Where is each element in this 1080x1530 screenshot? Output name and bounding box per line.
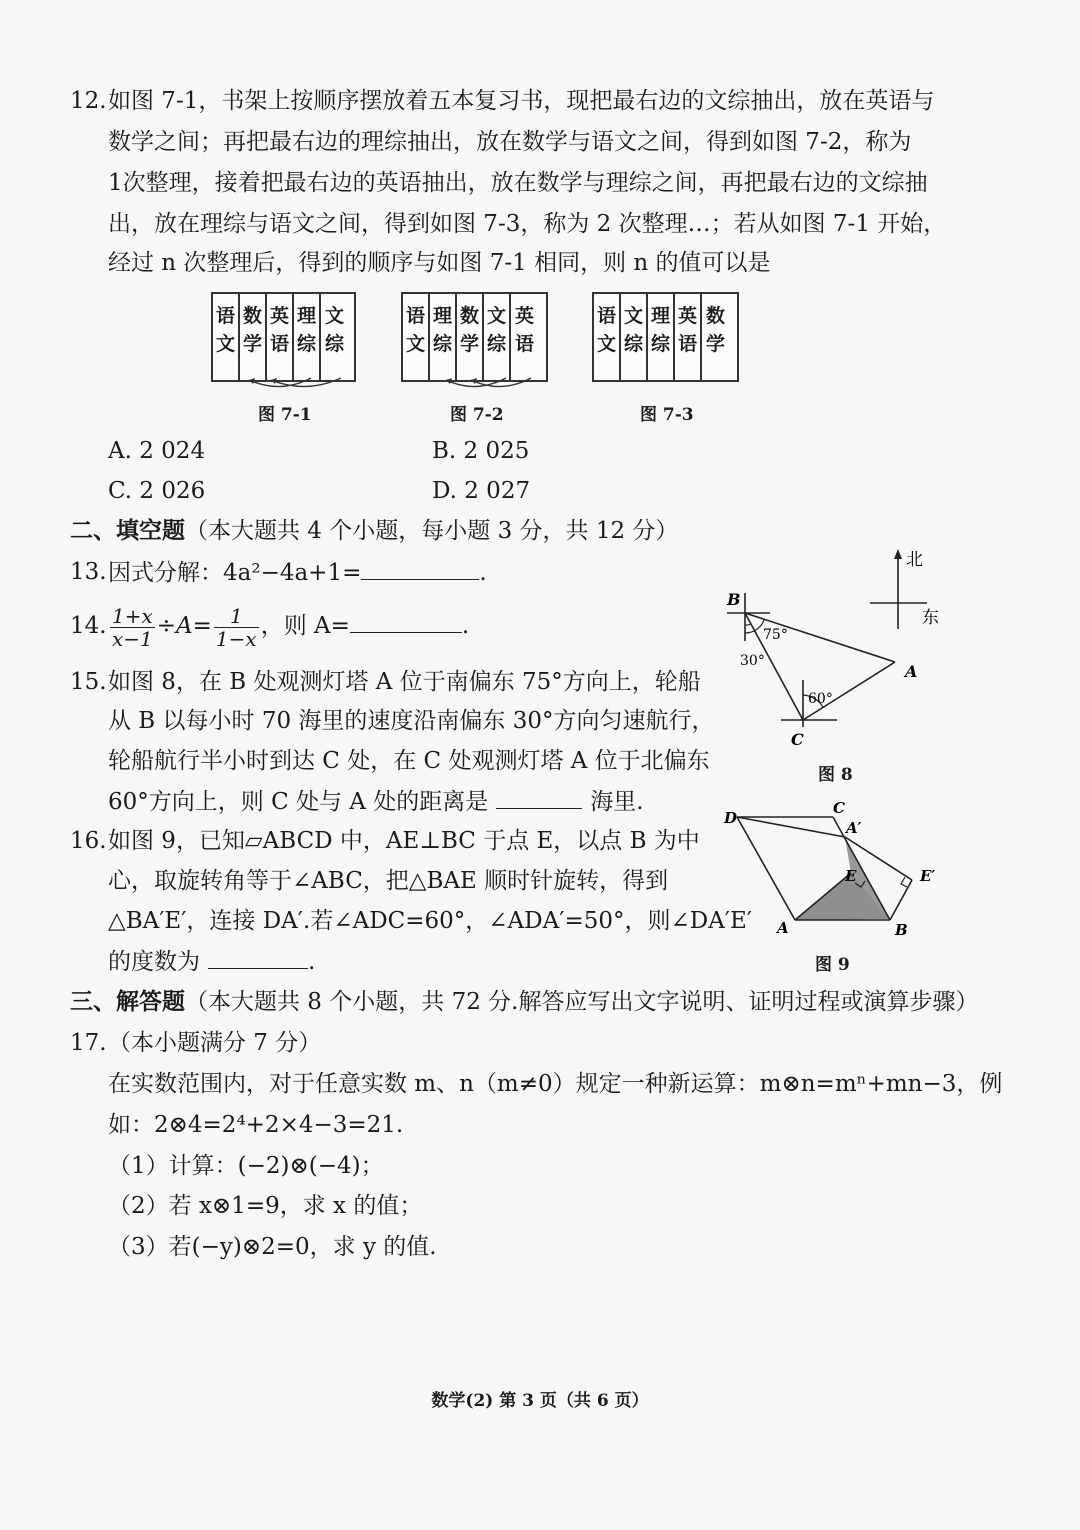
book: 理 综 — [294, 294, 321, 380]
option-c[interactable]: C. 2 026 — [108, 478, 206, 504]
book: 语 文 — [213, 294, 240, 380]
q14-number: 14. — [70, 613, 107, 639]
fig-8-caption: 图 8 — [818, 765, 853, 785]
fig-9-caption: 图 9 — [815, 955, 850, 975]
angle-30: 30° — [740, 653, 765, 669]
q15-line-2: 从 B 以每小时 70 海里的速度沿南偏东 30°方向匀速航行， — [108, 708, 715, 734]
q16-end: . — [308, 949, 316, 975]
section-2-heading — [70, 516, 678, 546]
book: 英 语 — [267, 294, 294, 380]
q16-line-4-row — [108, 946, 315, 977]
arrows-fig-7-2 — [401, 360, 546, 400]
book: 语 文 — [403, 294, 430, 380]
figure-9 — [715, 795, 955, 945]
book: 数 学 — [240, 294, 267, 380]
q17-part-2: （2）若 x⊗1=9，求 x 的值； — [108, 1193, 423, 1219]
label-a: A — [777, 919, 789, 937]
section-3-title: 三、解答题 — [70, 988, 185, 1015]
bookshelf-fig-7-3 — [592, 292, 739, 382]
q13-answer-blank[interactable] — [361, 557, 479, 580]
q12-line-4: 出，放在理综与语文之间，得到如图 7-3，称为 2 次整理…；若从如图 7-1 开始， — [108, 211, 947, 237]
q17-part-3: （3）若(−y)⊗2=0，求 y 的值. — [108, 1234, 437, 1260]
q12-line-2: 数学之间；再把最右边的理综抽出，放在数学与语文之间，得到如图 7-2，称为 — [108, 129, 912, 155]
q14-fraction-2: $\frac{1}{1-x}$ — [215, 603, 257, 651]
q14-tail: ，则 A= — [260, 613, 350, 639]
q15-line-3: 轮船航行半小时到达 C 处，在 C 处观测灯塔 A 位于北偏东 — [108, 748, 710, 774]
q17-number: 17. — [70, 1030, 107, 1056]
section-2-desc: （本大题共 4 个小题，每小题 3 分，共 12 分） — [185, 518, 679, 544]
label-b: B — [727, 590, 741, 609]
q16-line-2: 心，取旋转角等于∠ABC，把△BAE 顺时针旋转，得到 — [108, 868, 669, 894]
book: 文 综 — [324, 305, 344, 355]
q14-end: . — [461, 613, 470, 639]
angle-75: 75° — [763, 627, 788, 643]
book: 语 文 — [594, 294, 621, 380]
book: 文 综 — [621, 294, 648, 380]
q13-text: 因式分解：4a²−4a+1= — [108, 560, 362, 586]
q13-end: . — [479, 560, 487, 586]
q12-line-1: 如图 7-1，书架上按顺序摆放着五本复习书，现把最右边的文综抽出，放在英语与 — [108, 88, 935, 114]
book: 理 综 — [648, 294, 675, 380]
q12-line-5: 经过 n 次整理后，得到的顺序与如图 7-1 相同，则 n 的值可以是 — [108, 250, 771, 276]
page-footer: 数学(2) 第 3 页（共 6 页） — [431, 1391, 649, 1411]
label-c: C — [833, 799, 845, 817]
section-2-title: 二、填空题 — [70, 517, 185, 544]
section-3-heading — [70, 987, 978, 1017]
book: 英 语 — [514, 305, 534, 355]
label-d: D — [724, 809, 738, 827]
q16-line-1: 如图 9，已知▱ABCD 中，AE⊥BC 于点 E，以点 B 为中 — [108, 828, 700, 854]
q15-number: 15. — [70, 669, 107, 695]
book: 数 学 — [457, 294, 484, 380]
label-e-prime: E′ — [920, 867, 936, 885]
q15-answer-blank[interactable] — [496, 786, 582, 809]
label-e: E — [845, 867, 857, 885]
option-b[interactable]: B. 2 025 — [432, 438, 530, 464]
q14-mid: ÷A= — [156, 613, 212, 639]
book: 理 综 — [430, 294, 457, 380]
arrows-fig-7-1 — [211, 360, 356, 400]
q16-answer-blank[interactable] — [208, 946, 308, 969]
option-a[interactable]: A. 2 024 — [108, 438, 206, 464]
figure-8 — [715, 545, 955, 785]
book: 英 语 — [675, 294, 702, 380]
section-3-desc: （本大题共 8 个小题，共 72 分.解答应写出文字说明、证明过程或演算步骤） — [185, 989, 979, 1015]
q16-number: 16. — [70, 828, 107, 854]
q15-line-4: 60°方向上，则 C 处与 A 处的距离是 — [108, 789, 489, 815]
label-c: C — [791, 730, 804, 749]
q12-line-3: 1次整理，接着把最右边的英语抽出，放在数学与理综之间，再把最右边的文综抽 — [108, 170, 928, 196]
q16-line-4: 的度数为 — [108, 949, 200, 975]
q15-line-4-row — [108, 786, 644, 817]
label-a-prime: A′ — [846, 819, 862, 837]
q17-part-1: （1）计算：(−2)⊗(−4)； — [108, 1153, 384, 1179]
label-a: A — [905, 662, 918, 681]
fig-7-2-caption: 图 7-2 — [450, 405, 504, 425]
north-label: 北 — [906, 550, 923, 570]
book: 文 综 — [484, 294, 511, 380]
option-d[interactable]: D. 2 027 — [432, 478, 531, 504]
q14-answer-blank[interactable] — [350, 610, 462, 633]
fig-7-3-caption: 图 7-3 — [640, 405, 694, 425]
q15-unit: 海里. — [590, 789, 644, 815]
q16-line-3: △BA′E′，连接 DA′.若∠ADC=60°，∠ADA′=50°，则∠DA′E′ — [108, 908, 753, 934]
fig-7-1-caption: 图 7-1 — [258, 405, 312, 425]
q13-text-row — [108, 557, 487, 588]
q17-head: （本小题满分 7 分） — [108, 1030, 322, 1056]
east-label: 东 — [922, 608, 939, 628]
q17-line-2: 如：2⊗4=2⁴+2×4−3=21. — [108, 1112, 404, 1138]
q15-line-1: 如图 8，在 B 处观测灯塔 A 位于南偏东 75°方向上，轮船 — [108, 669, 701, 695]
q14-text-row — [108, 600, 469, 652]
q17-line-1: 在实数范围内，对于任意实数 m、n（m≠0）规定一种新运算：m⊗n=mⁿ+mn−3，例 — [108, 1071, 1003, 1097]
q13-number: 13. — [70, 559, 107, 585]
q14-fraction-1: $\frac{1+x}{x-1}$ — [112, 603, 153, 651]
label-b: B — [895, 921, 908, 939]
angle-60: 60° — [808, 691, 833, 707]
q12-number: 12. — [70, 88, 107, 114]
book: 数 学 — [705, 305, 725, 355]
